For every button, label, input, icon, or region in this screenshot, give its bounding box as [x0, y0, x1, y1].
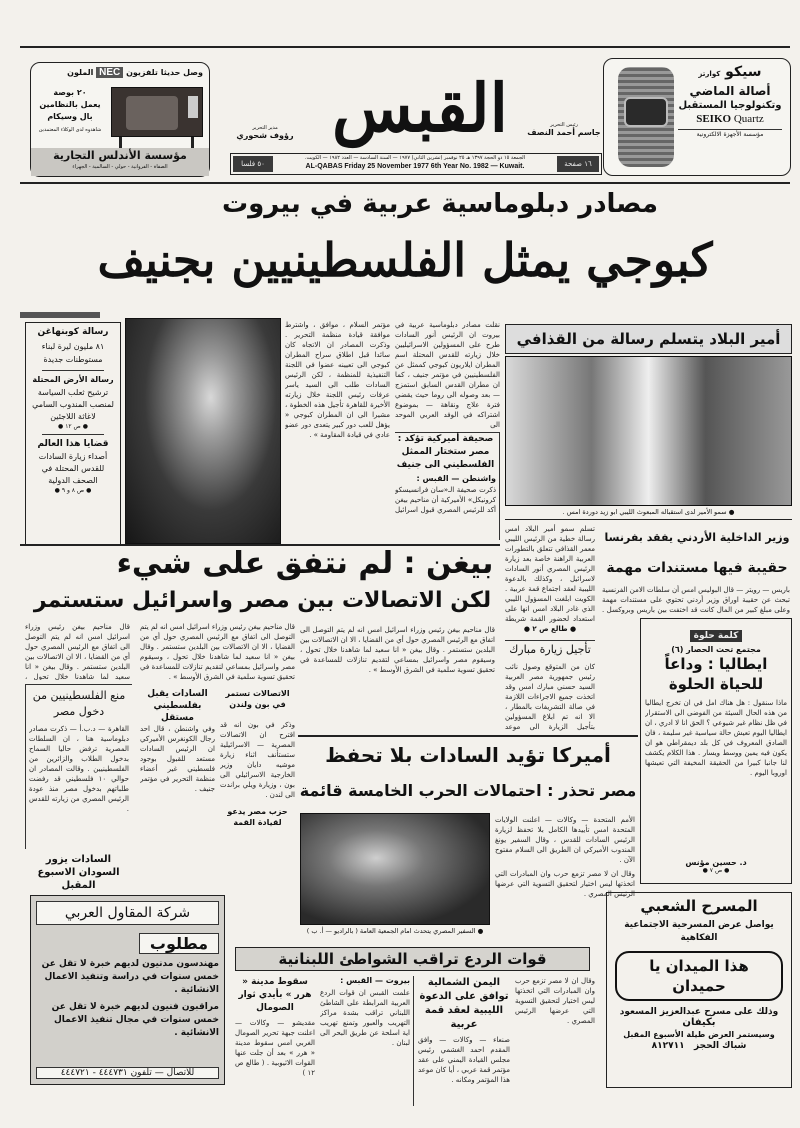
mubarak-headline: تأجيل زيارة مبارك: [505, 640, 595, 656]
article-text: علمت القبس ان قوات الردع العربية المرابطة على الشاطئ اللبناني تراقب بشدة مراكز التهريب والعبور وتمنع تهريب اية اسلحة عن طريق البحر الى لبنان .: [320, 989, 410, 1047]
column-rule: [413, 976, 414, 1106]
ad-headline-line: [37, 67, 203, 78]
seiko-text: [678, 63, 782, 139]
dateline: واشنطن — القبس :: [416, 474, 496, 483]
page-ref: ● ص ١٢ ●: [58, 423, 88, 430]
ad-company-band: [31, 148, 209, 176]
managing-editor: [230, 125, 300, 140]
managing-editor-name: رؤوف شحوري: [236, 131, 294, 140]
ad-company: شركة المقاول العربي: [36, 901, 219, 925]
ad-job-2: مراقبون فنيون لديهم خبرة لا تقل عن خمس سنوات في مجال تنفيذ الاعمال الانشائية .: [51, 1002, 219, 1038]
sadat-palestinian-article: [140, 724, 215, 880]
article-headline: صحيفة أميركية تؤكد : مصر ستختار الممثل الفلسطيني الى جنيف: [396, 434, 495, 470]
seiko-logo: SEIKO: [696, 113, 732, 125]
begin-article: [300, 625, 495, 730]
capucci-article-col2: [285, 320, 390, 540]
photo-caption: ● سمو الأمير لدى استقباله المبعوث الليبي ابو زيد دوردة امس .: [562, 508, 735, 516]
usa-headline-1: أميركا تؤيد السادات بلا تحفظ: [325, 743, 611, 767]
begin-headline-1: بيغن : لم نتفق على شيء: [116, 546, 494, 581]
article-headline: سقوط مدينة « هرر » بأيدي ثوار الصومال: [238, 977, 312, 1013]
masthead-rule: [20, 182, 790, 184]
ad-note: شاهدوه لدى الوكلاء المعتمدين: [38, 127, 102, 133]
theatre-ad: [606, 892, 792, 1088]
jordan-headline-2: حقيبة فيها مستندات مهمة: [606, 560, 788, 576]
tv-systems-2: بال وسيكام: [47, 112, 93, 121]
article-text: ذكرت صحيفة الـ«سان فرانسيسكو كرونيكل» الأميركية أن مناحيم بيغن أكد للرئيس المصري قبول اسرائيل: [395, 486, 496, 514]
divider: [42, 370, 104, 371]
article-text: وذكر في بون انه قد اقترح ان الاتصالات المصرية — الاسرائيلية ستستأنف اثناء زيارة موشيه دايان وزير الخارجية الاسرائيلي الى بون ، وزيارة ويلي براندت الى لندن .: [220, 721, 295, 799]
column-series: مجتمع تحت الحصار (٦): [671, 645, 761, 654]
nec-tv-ad: [30, 62, 210, 177]
contacts-headline: الاتصالات تستمر في بون ولندن: [225, 689, 290, 709]
column-tag: كلمة حلوة: [690, 630, 743, 642]
dateline: بيروت — القبس :: [340, 976, 410, 985]
seiko-watch-ad: [603, 58, 791, 176]
ad-wanted: مطلوب: [139, 933, 219, 954]
index-item-text: ٨١ مليون ليرة لبناء مستوطنات جديدة: [41, 342, 105, 364]
article-text: وفي واشنطن ، قال احد رجال الكونغرس الأميركي ان الرئيس السادات مستعد للقبول بوجود فلسطيني غير أعضاء منظمة التحرير في مؤتمر جنيف .: [140, 725, 215, 793]
emir-article: [505, 524, 595, 624]
index-item[interactable]: [30, 439, 116, 494]
capucci-article-col1: [395, 320, 500, 430]
jordan-headline-1: وزير الداخلية الأردني يفقد بفرنسا: [604, 531, 790, 544]
jordan-article: [602, 585, 790, 615]
ad-contact[interactable]: للاتصال — تلفون ٤٤٤٧٣١ - ٤٤٤٧٢١: [36, 1067, 219, 1079]
ad-branches: الصفاة - الفروانية - حولي - السالمية - الجهراء: [72, 164, 168, 170]
deterrent-headline: قوات الردع تراقب الشواطئ اللبنانية: [235, 947, 590, 971]
sadat-palestinian-headline: السادات يقبل بفلسطيني مستقل: [147, 689, 208, 723]
begin-article-end: [25, 622, 130, 680]
saudi-article: [140, 622, 295, 682]
editor-in-chief-label: رئيس التحرير: [550, 122, 578, 128]
article-text: مقديشو — وكالات — اعلنت جبهة تحرير الصومال الغربي امس سقوط مدينة « هرر » بعد أن جلت عنها القوات الاثيوبية . ( طالع ص ١٢ ): [235, 1019, 315, 1077]
main-headline: كبوجي يمثل الفلسطينيين بجنيف: [97, 233, 713, 287]
decor-bar: [20, 312, 100, 318]
date-strip: [230, 153, 602, 175]
article-text: نقلت مصادر دبلوماسية عربية في بيروت ان الرئيس أنور السادات طرح على المسؤولين الاسرائيليين خلال زيارته للقدس المحتلة اسم المطران ايلاريون كبوجي كممثل عن الفلسطينيين في مؤتمر جنيف ، كما ان مطران القدس السابق استمزج — بعد وصوله الى روما حيث يقضي فترة علاج ونقاهة — بموضوع اشتراكه في الوفد العربي الموحد الى: [395, 321, 500, 429]
party-headline: حزب مصر يدعو لقيادة القمة: [227, 807, 288, 827]
box-office-label: شباك الحجز: [694, 1041, 747, 1051]
play-title: هذا الميدان يا حميدان: [615, 951, 783, 1001]
us-paper-article: [395, 432, 500, 540]
page-ref: ● طالع ص ٢ ●: [523, 625, 577, 633]
divider: [298, 735, 638, 737]
divider: [42, 434, 104, 435]
ad-job-1: مهندسون مدنيون لديهم خبرة لا تقل عن خمس سنوات في دراسة وتنفيذ الاعمال الانشائية .: [41, 959, 219, 995]
article-text: قال مناحيم بيغن رئيس وزراء اسرائيل امس انه لم يتم التوصل الى اتفاق مع الرئيس المصري حول أي من القضايا ، الا ان الاتصالات بين البلدين ستستمر . وقال بيغن « انا سعيد لما شاهدنا خلال تحول ، وسيقوم مصر واسرائيل بمساعي لتقديم تنازلات للمساعدة في تحقيق تسوية سلمية في الشرق الأوسط » .: [300, 626, 495, 674]
emir-photo: [505, 356, 792, 506]
contacts-article: [220, 720, 295, 800]
somali-article: [235, 976, 315, 1098]
beirut-article: [320, 976, 410, 1098]
price: ٥٠ فلسا: [233, 156, 273, 172]
tv-size: ٢٠ بوصة: [53, 88, 87, 97]
tv-set-image: [111, 87, 203, 137]
ad-dealer: مؤسسة الأجهزة الالكترونية: [678, 129, 782, 139]
index-item-title: قضايا هذا العالم: [37, 439, 109, 449]
theatre-name: المسرح الشعبي: [640, 897, 758, 915]
article-headline: منع الفلسطينيين من دخول مصر: [32, 689, 126, 718]
ad-slogan-1: أصالة الماضي: [689, 84, 771, 98]
managing-editor-label: مدير التحرير: [252, 125, 278, 131]
index-item[interactable]: [30, 375, 116, 430]
article-text: باريس — رويتر — قال البوليس امس أن سلطات الامن الفرنسية تبحث عن حقيبة اوراق وزير أردني تحتوي على مستندات مهمة وعلى مبلغ كبير من المال كانت قد اختفت بين باريس وبروكسل .: [602, 586, 790, 614]
index-item-text: أصداء زيارة السادات للقدس المحتلة في الصحف الدولية: [38, 452, 108, 485]
column-text: ماذا سنقول : هل هناك امل في ان تخرج ايطاليا من هذه الحال السيئة من الفوضى الى الاستقرار في ظل نظام غير شيوعي ؟ الحق انا لا ادري ، ان ايطاليا اليوم تعيش حالة سياسية غير سليمة ، فان الصادق المعروف في كل بلد ديمقراطي هو ان يكون فيه يمين ووسط ويسار . هذا الكلام يكشف لنا جانبا كبيرا من الحقيقة المخيفة التي تعيشها اوروبا اليوم .: [645, 699, 787, 777]
ban-article: [25, 684, 132, 849]
divider: [505, 519, 792, 520]
contractor-job-ad: [30, 895, 225, 1085]
theatre-line: يواصل عرض المسرحية الاجتماعية الفكاهية: [624, 920, 774, 943]
editor-in-chief-name: جاسم أحمد النصف: [527, 128, 601, 137]
capucci-photo: [125, 318, 281, 544]
article-text: وقال ان لا مصر تزمع حرب وان المبادرات التي اتخذتها ليس اختيار لتحقيق التسوية التي عرضها الرئيس المصري .: [515, 977, 595, 1025]
theatre-venue: وذلك على مسرح عبدالعزيز المسعود: [619, 1007, 779, 1017]
page-count: ١٦ صفحة: [557, 156, 599, 172]
article-text: صنعاء — وكالات — وافق المقدم احمد الغشمي رئيس مجلس القيادة اليمني على عقد مؤتمر قمة عربي ، أيا كان موعد هذا المؤتمر ومكانه .: [418, 1036, 510, 1084]
article-text: الأمم المتحدة — وكالات — اعلنت الولايات المتحدة امس تأييدها الكامل بلا تحفظ لزيارة الرئيس السادات للقدس ، وقال السفير يونغ المندوب الأميركي ان الطريق الى السلام مفتوح الآن .: [495, 816, 635, 864]
sweet-life-column: [640, 618, 792, 884]
date-english: AL-QABAS Friday 25 November 1977 6th Year No. 1982 — Kuwait.: [305, 163, 525, 170]
index-item[interactable]: [30, 327, 116, 366]
article-text: كان من المتوقع وصول نائب رئيس جمهورية مصر العربية السيد حسني مبارك امس وقد اتخذت جميع الاجراءات اللازمة في صالة التشريفات بالمطار ، الا انه تم ابلاغ المسؤولين بتأجيل الزيارة الى موعد: [505, 663, 595, 731]
box-office-phone: ٨١٢٧١١: [651, 1041, 685, 1051]
ad-slogan-2: وتكنولوجيا المستقبل: [678, 100, 782, 111]
page-ref: ● ص ٨ و ٩ ●: [54, 487, 92, 494]
seiko-arabic: سيكو: [725, 64, 762, 80]
date-arabic: الجمعة ١٥ ذو الحجة ١٣٩٧ هـ ٢٥ نوفمبر (تشرين الثاني) ١٩٧٧ — السنة السادسة — العدد ١٩٨٢ — الكويت.: [304, 155, 526, 161]
article-text: مؤتمر السلام ، موافق ، واشترط موافقة قيادة منظمة التحرير . وذكرت المصادر ان الاتجاه كان سائدا قبل اطلاق سراح المطران كبوجي الى تعيينه عضوا في اللجنة التنفيذية للمنظمة ، لكن الرئيس السادات طلب الى السيد ياسر عرفات رئيس اللجنة خلال زيارته الأخيرة للقاهرة تأجيل هذه الخطوة ، مشيرا الى ان المطران كبوجي « يؤهل للعب دور كبير يتعدى دور عضو عادي في قيادة المقاومة » .: [285, 321, 390, 439]
theatre-extend: وسيستمر العرض طيلة الأسبوع المقبل: [623, 1030, 775, 1039]
usa-headline-2: مصر تحذر : احتمالات الحرب الخامسة قائمة: [299, 781, 637, 800]
tv-systems: يعمل بالنظامين: [39, 100, 101, 109]
tv-features: [35, 87, 105, 123]
theatre-area: بكيفان: [682, 1017, 716, 1028]
nec-logo: NEC: [96, 67, 123, 78]
begin-headline-2: لكن الاتصالات بين مصر واسرائيل ستستمر: [33, 588, 492, 613]
quartz-label: Quartz: [733, 113, 764, 125]
emir-headline: أمير البلاد يتسلم رسالة من القذافي: [505, 324, 792, 354]
index-item-title: رسالة الأرض المحتلة: [32, 375, 114, 384]
top-rule: [20, 46, 790, 48]
quartz-arabic: كوارتز: [698, 70, 721, 78]
article-text: القاهرة — د.ب.أ — ذكرت مصادر دبلوماسية هنا ، ان السلطات المصرية ترفض حاليا السماح بدخول الطلاب والزائرين من الفلسطينيين . وقالت المصادر ان حوالي ١٠ فلسطيني قد رفضت طلباتهم بدخول مصر منذ عودة الرئيس المصري من زيارته للقدس .: [29, 725, 129, 813]
index-item-title: رسالة كوبنهاغن: [37, 327, 109, 337]
newspaper-logo: القبس: [332, 69, 508, 147]
usa-article-continued: [515, 976, 595, 1106]
watch-image: [618, 67, 674, 167]
column-title: ايطاليا : وداعاً للحياة الحلوة: [664, 655, 768, 693]
ad-company: مؤسسة الأندلس التجارية: [53, 149, 187, 162]
mubarak-article: [505, 662, 595, 732]
un-speaker-photo: [300, 813, 490, 925]
article-text: تسلم سمو أمير البلاد امس رسالة خطية من الرئيس الليبي معمر القذافي تتعلق بالتطورات العربية الراهنة خاصة بعد زيارة الرئيس المصري أنور السادات لاسرائيل ، وكذلك بالدعوة الليبية لعقد اجتماع قمة عربية . الكويت ابلغت المسؤول الليبي الذي غادر البلاد امس انها على استعداد لحضور القمة شريطة: [505, 525, 595, 623]
ad-headline: وصل حديثا تلفزيون: [126, 68, 203, 77]
article-headline: اليمن الشمالية توافق على الدعوة الليبية لعقد قمة عربية: [419, 977, 509, 1030]
index-item-text: ترشيح ثعلب السياسة لمنصب المندوب السامي لاغاثة اللاجئين: [32, 388, 114, 421]
yemen-article: [418, 976, 510, 1105]
article-text: قال مناحيم بيغن رئيس وزراء اسرائيل امس انه لم يتم التوصل الى اتفاق مع الرئيس المصري حول أي من القضايا ، الا ان الاتصالات بين البلدين ستستمر . وقال بيغن « انا سعيد لما شاهدنا خلال تحول ، وسيقوم مصر واسرائيل بمساعي لتقديم تنازلات للمساعدة في تحقيق تسوية سلمية في الشرق الأوسط » .: [140, 623, 295, 681]
article-text: وقال ان لا مصر تزمع حرب وان المبادرات التي اتخذتها ليس اختيار لتحقيق التسوية التي عرضها الرئيس المصري .: [495, 870, 635, 898]
page-ref: ● ص ٧ ●: [702, 867, 730, 874]
kicker-headline: مصادر دبلوماسية عربية في بيروت: [221, 189, 659, 219]
photo-caption: ● السفير المصري يتحدث امام الجمعية العامة ( بالراديو — أ. ب ): [306, 927, 484, 935]
ad-color-label: الملون: [67, 68, 94, 77]
editor-in-chief: [525, 122, 603, 138]
article-text: قال مناحيم بيغن رئيس وزراء اسرائيل امس انه لم يتم التوصل الى اتفاق مع الرئيس المصري حول أي من القضايا ، الا ان الاتصالات بين البلدين ستستمر . وقال بيغن « انا سعيد لما شاهدنا خلال تحول ،: [25, 623, 130, 680]
index-box: [25, 322, 121, 546]
column-author: د. حسين مؤنس: [685, 858, 747, 867]
sudan-headline: السادات يزور السودان الاسبوع المقبل: [37, 854, 120, 891]
